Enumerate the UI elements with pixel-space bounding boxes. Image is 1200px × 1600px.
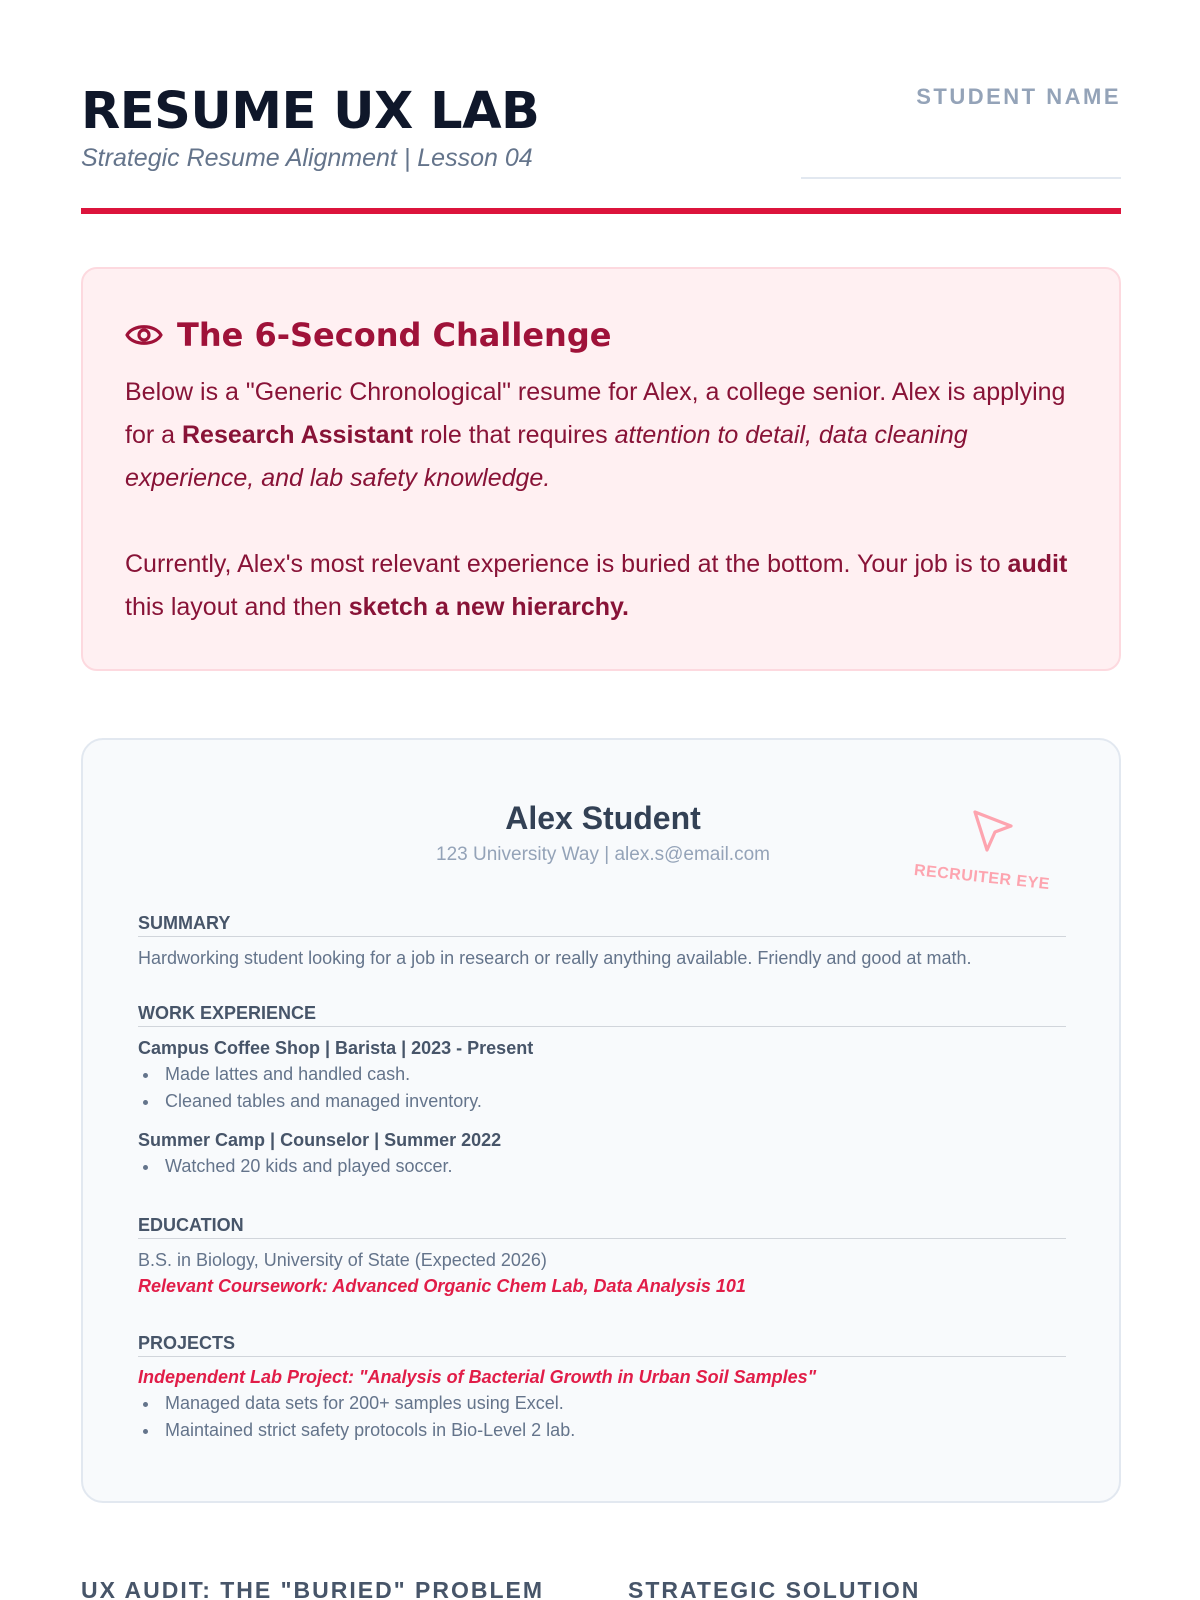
challenge-p1-text: Below is a "Generic Chronological" resume for Alex, a college senior. Alex is applying for a [125,378,1066,449]
challenge-p2-text: Currently, Alex's most relevant experience is buried at the bottom. Your job is to [125,550,1008,578]
student-name-line[interactable] [801,177,1121,179]
challenge-text [125,371,1085,629]
job-title: Summer Camp | Counselor | Summer 2022 [138,1130,502,1150]
list-item: Cleaned tables and managed inventory. [138,1088,1066,1115]
projects-heading: PROJECTS [138,1333,236,1353]
recruiter-eye-label: RECRUITER EYE [913,862,1051,894]
summary-text: Hardworking student looking for a job in research or really anything available. Friendly and good at math. [138,948,972,968]
challenge-title: The 6-Second Challenge [177,316,612,354]
resume-name: Alex Student [505,800,701,836]
page-title: RESUME UX LAB [81,82,540,141]
list-item: Managed data sets for 200+ samples using Excel. [138,1390,1066,1417]
summary-heading: SUMMARY [138,913,231,933]
resume-summary-section [138,911,1066,971]
job-bullets [138,1061,1066,1115]
challenge-paragraph-1 [125,371,1085,500]
challenge-role: Research Assistant [181,421,414,449]
challenge-requirements: attention to detail, data cleaning experience, and lab safety knowledge. [125,421,968,492]
job-title: Campus Coffee Shop | Barista | 2023 - Present [138,1038,534,1058]
education-degree: B.S. in Biology, University of State (Expected 2026) [138,1250,547,1270]
eye-icon [125,320,163,350]
project-title: Independent Lab Project: "Analysis of Bacterial Growth in Urban Soil Samples" [138,1367,817,1387]
resume-contact: 123 University Way | alex.s@email.com [436,844,770,865]
project-bullets [138,1390,1066,1444]
list-item: Made lattes and handled cash. [138,1061,1066,1088]
work-heading: WORK EXPERIENCE [138,1003,317,1023]
job-bullets [138,1153,1066,1180]
challenge-sketch: sketch a new hierarchy. [348,593,630,621]
list-item: Maintained strict safety protocols in Bio-Level 2 lab. [138,1417,1066,1444]
challenge-heading [125,313,611,357]
resume-projects-section [138,1331,1066,1444]
worksheet-header [81,78,1121,214]
header-divider [81,208,1121,214]
challenge-paragraph-2 [125,543,1085,629]
recruiter-eye-stamp [915,808,1055,898]
sample-resume [81,738,1121,1503]
strategic-solution-heading: STRATEGIC SOLUTION [628,1577,921,1600]
page-subtitle: Strategic Resume Alignment | Lesson 04 [81,144,533,172]
education-coursework: Relevant Coursework: Advanced Organic Chem Lab, Data Analysis 101 [138,1276,746,1296]
challenge-p2-text-2: this layout and then [125,593,349,621]
challenge-p1-text-2: role that requires [413,421,615,449]
list-item: Watched 20 kids and played soccer. [138,1153,1066,1180]
education-heading: EDUCATION [138,1215,244,1235]
challenge-audit: audit [1007,550,1068,578]
challenge-box [81,267,1121,671]
resume-work-section [138,1001,1066,1180]
worksheet-page [81,0,1121,1600]
cursor-icon [971,808,1015,854]
resume-education-section [138,1213,1066,1299]
student-name-label: STUDENT NAME [916,84,1121,109]
ux-audit-heading: UX AUDIT: THE "BURIED" PROBLEM [81,1577,545,1600]
